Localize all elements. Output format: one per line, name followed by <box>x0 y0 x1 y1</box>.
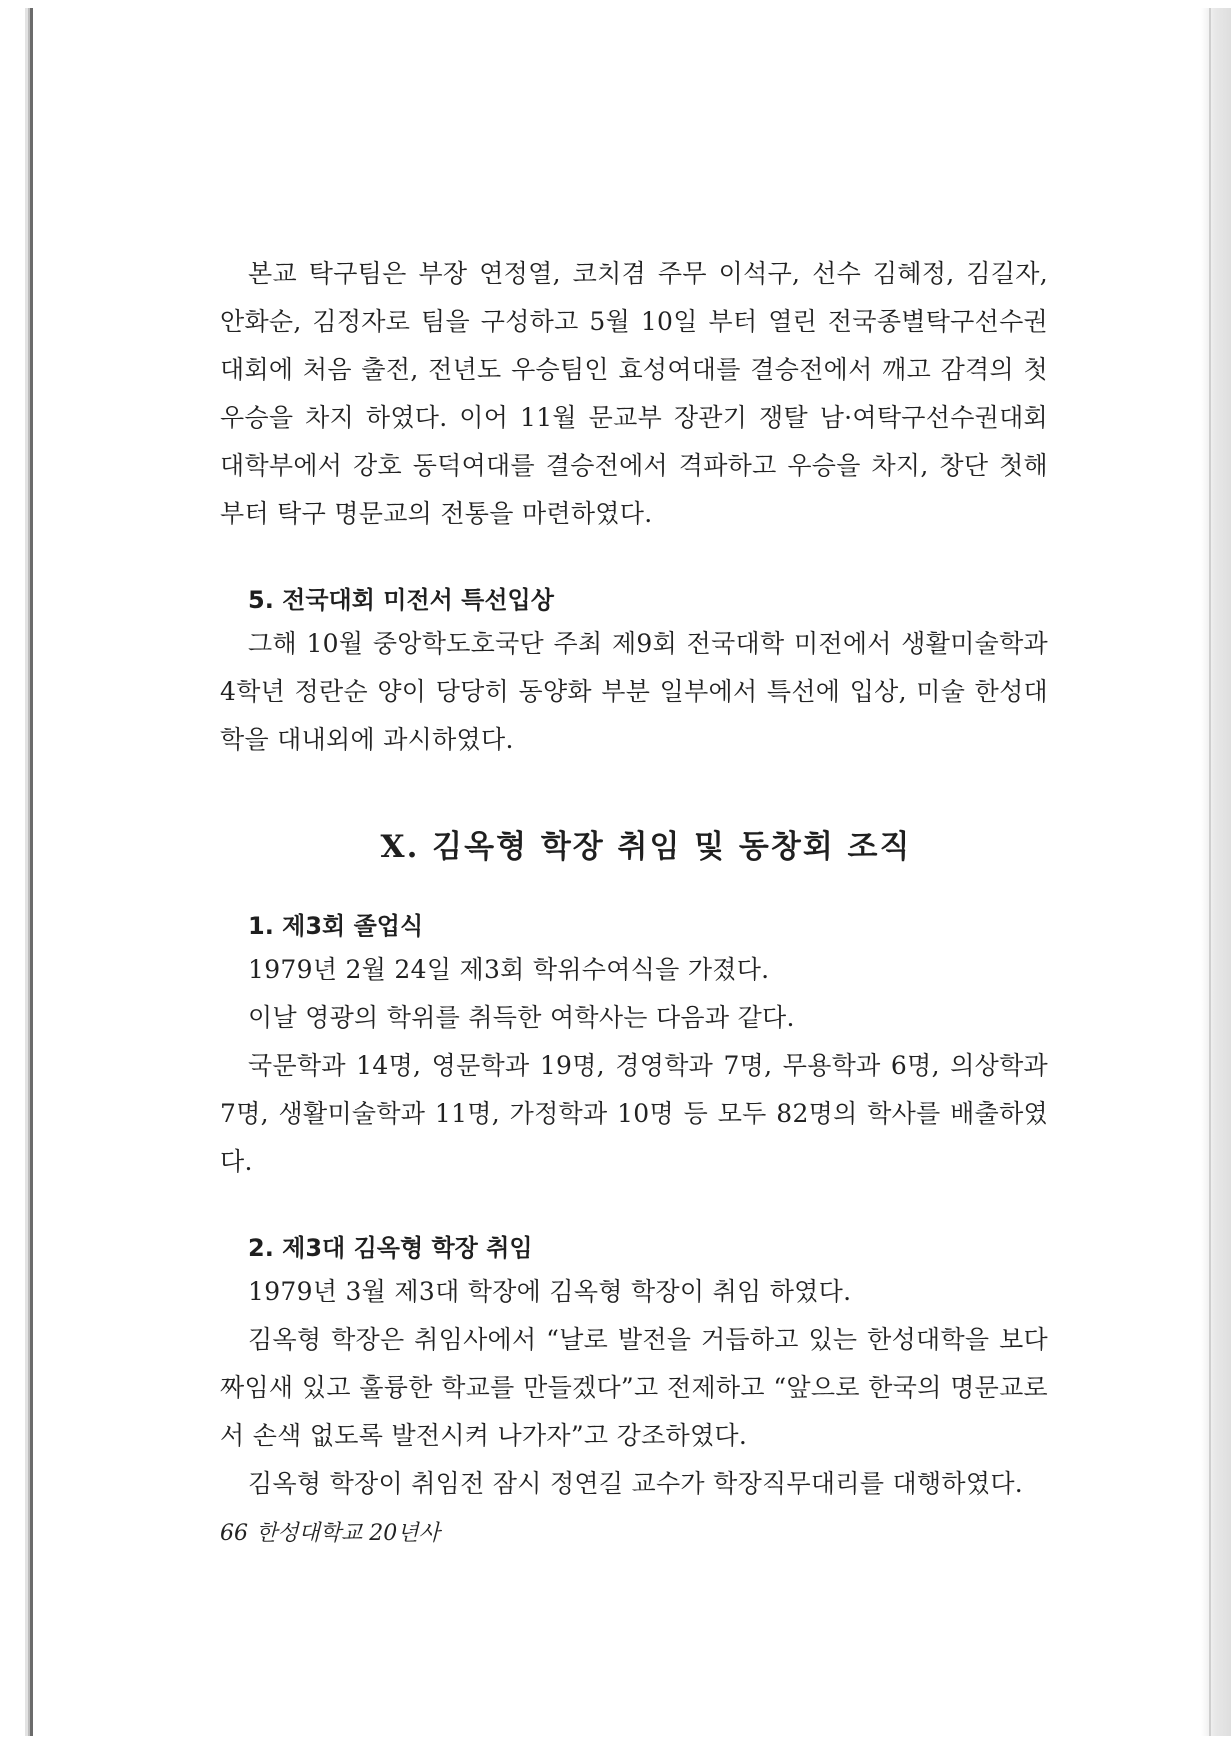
section-1-heading: 1. 제3회 졸업식 <box>248 912 424 940</box>
book-title: 한성대학교 20년사 <box>256 1521 440 1546</box>
section-1-paragraph-3: 국문학과 14명, 영문학과 19명, 경영학과 7명, 무용학과 6명, 의상학과 7명, 생활미술학과 11명, 가정학과 10명 등 모두 82명의 학사를 배출하였다. <box>220 1051 1048 1176</box>
section-5-heading: 5. 전국대회 미전서 특선입상 <box>248 586 554 614</box>
page-content <box>220 250 1048 1552</box>
section-2-paragraph-1: 1979년 3월 제3대 학장에 김옥형 학장이 취임 하였다. <box>248 1277 852 1306</box>
section-2-heading: 2. 제3대 김옥형 학장 취임 <box>248 1234 533 1262</box>
section-2-paragraph-2: 김옥형 학장은 취임사에서 “날로 발전을 거듭하고 있는 한성대학을 보다 짜임새 있고 훌륭한 학교를 만들겠다”고 전제하고 “앞으로 한국의 명문교로서 손색 없도록 발전시켜 나가자”고 강조하였다. <box>220 1325 1048 1450</box>
section-5-paragraph: 그해 10월 중앙학도호국단 주최 제9회 전국대학 미전에서 생활미술학과 4학년 정란순 양이 당당히 동양화 부분 일부에서 특선에 입상, 미술 한성대학을 대내외에 과시하였다. <box>220 629 1048 754</box>
section-1-paragraph-2: 이날 영광의 학위를 취득한 여학사는 다음과 같다. <box>248 1003 795 1032</box>
page-right-edge <box>1201 8 1231 1736</box>
section-1-paragraph-1: 1979년 2월 24일 제3회 학위수여식을 가졌다. <box>248 955 770 984</box>
intro-paragraph: 본교 탁구팀은 부장 연정열, 코치겸 주무 이석구, 선수 김혜정, 김길자, 안화순, 김정자로 팀을 구성하고 5월 10일 부터 열린 전국종별탁구선수권대회에 처음 출전, 전년도 우승팀인 효성여대를 결승전에서 깨고 감격의 첫우승을 차지 하였다. 이어 11월 문교부 장관기 쟁탈 남·여탁구선수권대회 대학부에서 강호 동덕여대를 결승전에서 격파하고 우승을 차지, 창단 첫해부터 탁구 명문교의 전통을 마련하였다. <box>220 259 1048 528</box>
section-2-paragraph-3: 김옥형 학장이 취임전 잠시 정연길 교수가 학장직무대리를 대행하였다. <box>248 1469 1024 1498</box>
page-number: 66 <box>220 1521 248 1546</box>
chapter-title: Ⅹ. 김옥형 학장 취임 및 동창회 조직 <box>380 829 912 865</box>
page-footer <box>220 1516 1048 1552</box>
